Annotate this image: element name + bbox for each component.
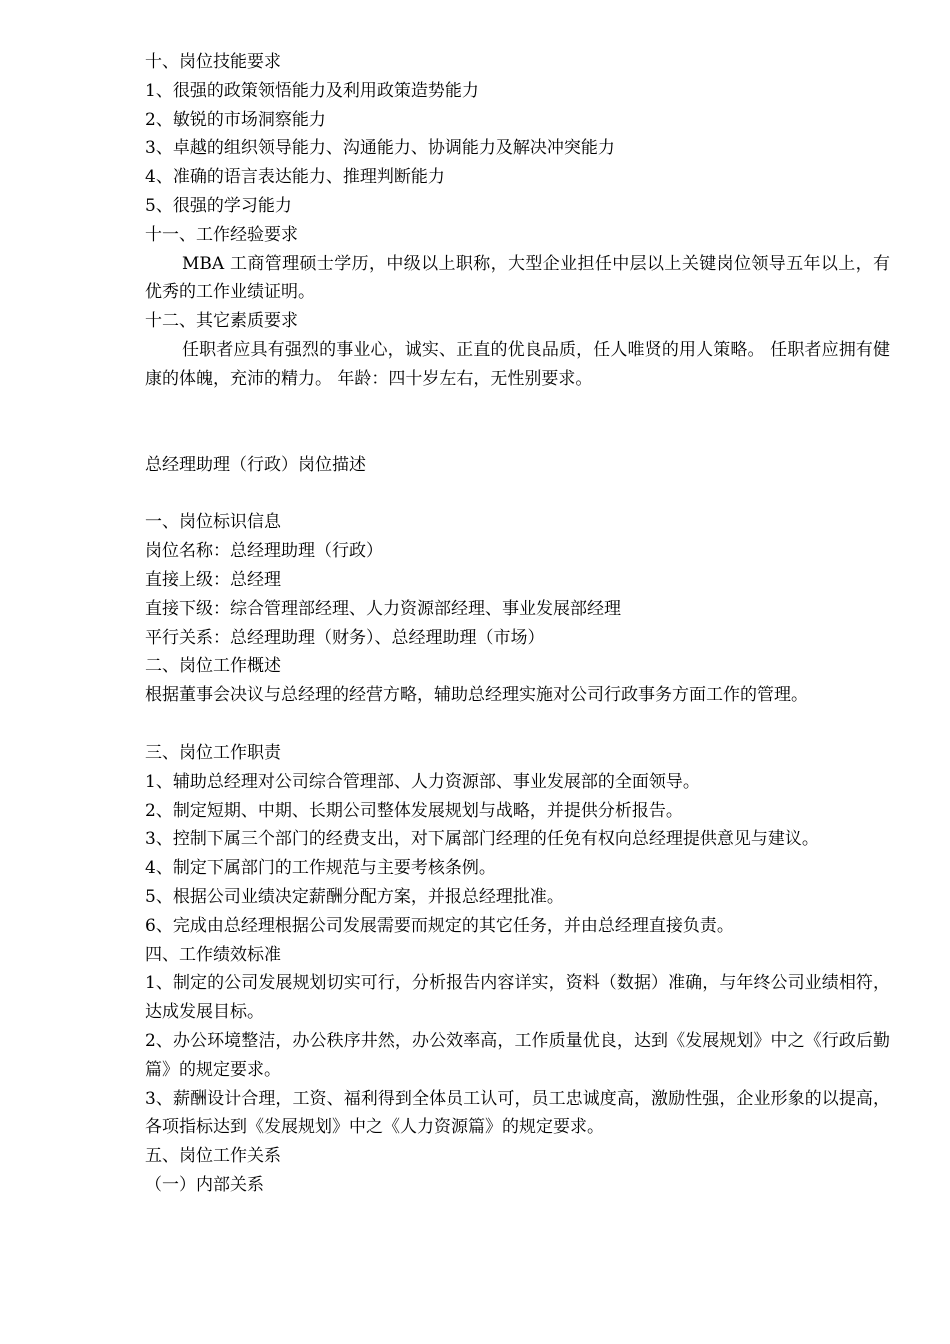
section-heading-experience: 十一、工作经验要求 bbox=[145, 224, 298, 245]
list-item: 平行关系：总经理助理（财务）、总经理助理（市场） bbox=[145, 627, 545, 648]
section-heading-identity: 一、岗位标识信息 bbox=[145, 512, 281, 533]
document-page bbox=[145, 48, 890, 1200]
section-heading-quality: 十二、其它素质要求 bbox=[145, 311, 298, 332]
section-heading-relations: 五、岗位工作关系 bbox=[145, 1146, 281, 1167]
list-item: 4、准确的语言表达能力、推理判断能力 bbox=[145, 167, 445, 188]
section-heading-duties: 三、岗位工作职责 bbox=[145, 742, 281, 763]
sub-heading-internal: （一）内部关系 bbox=[145, 1174, 264, 1195]
spacer bbox=[145, 479, 890, 508]
list-item: 直接上级：总经理 bbox=[145, 569, 281, 590]
document-title: 总经理助理（行政）岗位描述 bbox=[145, 454, 366, 475]
spacer bbox=[145, 394, 890, 451]
list-item: 5、很强的学习能力 bbox=[145, 195, 292, 216]
paragraph-summary: 根据董事会决议与总经理的经营方略，辅助总经理实施对公司行政事务方面工作的管理。 bbox=[145, 685, 808, 706]
paragraph-quality: 任职者应具有强烈的事业心，诚实、正直的优良品质，任人唯贤的用人策略。 任职者应拥有健康的体魄，充沛的精力。 年龄：四十岁左右，无性别要求。 bbox=[145, 339, 890, 389]
list-item: 2、制定短期、中期、长期公司整体发展规划与战略，并提供分析报告。 bbox=[145, 800, 683, 821]
list-item: 5、根据公司业绩决定薪酬分配方案，并报总经理批准。 bbox=[145, 886, 564, 907]
section-heading-skills: 十、岗位技能要求 bbox=[145, 52, 281, 72]
list-item: 3、薪酬设计合理，工资、福利得到全体员工认可，员工忠诚度高，激励性强，企业形象的以提高，各项指标达到《发展规划》中之《人力资源篇》的规定要求。 bbox=[145, 1088, 890, 1138]
list-item: 3、控制下属三个部门的经费支出，对下属部门经理的任免有权向总经理提供意见与建议。 bbox=[145, 829, 819, 850]
list-item: 1、辅助总经理对公司综合管理部、人力资源部、事业发展部的全面领导。 bbox=[145, 771, 700, 792]
list-item: 4、制定下属部门的工作规范与主要考核条例。 bbox=[145, 858, 496, 879]
list-item: 2、办公环境整洁，办公秩序井然，办公效率高，工作质量优良，达到《发展规划》中之《行政后勤篇》的规定要求。 bbox=[145, 1030, 890, 1080]
spacer bbox=[145, 710, 890, 739]
list-item: 6、完成由总经理根据公司发展需要而规定的其它任务，并由总经理直接负责。 bbox=[145, 915, 734, 936]
list-item: 2、敏锐的市场洞察能力 bbox=[145, 109, 326, 130]
list-item: 直接下级：综合管理部经理、人力资源部经理、事业发展部经理 bbox=[145, 598, 621, 619]
section-heading-summary: 二、岗位工作概述 bbox=[145, 656, 281, 677]
paragraph-experience: MBA 工商管理硕士学历，中级以上职称，大型企业担任中层以上关键岗位领导五年以上，有优秀的工作业绩证明。 bbox=[145, 253, 890, 303]
list-item: 3、卓越的组织领导能力、沟通能力、协调能力及解决冲突能力 bbox=[145, 138, 615, 159]
list-item: 岗位名称：总经理助理（行政） bbox=[145, 541, 383, 562]
section-heading-performance: 四、工作绩效标准 bbox=[145, 944, 281, 965]
list-item: 1、制定的公司发展规划切实可行，分析报告内容详实，资料（数据）准确，与年终公司业绩相符，达成发展目标。 bbox=[145, 973, 890, 1023]
list-item: 1、很强的政策领悟能力及利用政策造势能力 bbox=[145, 80, 479, 101]
